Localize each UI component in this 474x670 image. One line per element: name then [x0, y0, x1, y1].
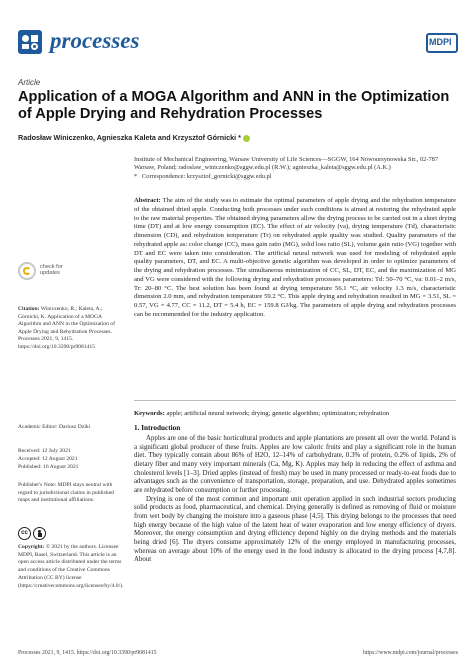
correspondence-line	[134, 173, 452, 181]
abstract	[134, 197, 456, 320]
paper-title: Application of a MOGA Algorithm and ANN in the Optimization of Apple Drying and Rehydration Processes	[18, 89, 450, 122]
cc-by-icon	[33, 527, 46, 540]
introduction-body	[134, 435, 456, 565]
copyright-label: Copyright:	[18, 544, 45, 550]
footer-journal-link[interactable]: https://www.mdpi.com/journal/processes	[363, 650, 458, 656]
copyright-text: © 2021 by the authors. Licensee MDPI, Basel, Switzerland. This article is an open access article distributed under the terms and conditions of the Creative Commons Attribution (CC BY) license (https://creativecommons.org/licenses/by/4.0/).	[18, 544, 124, 589]
academic-editor: Academic Editor: Dariusz Dziki	[18, 424, 91, 430]
publication-dates	[18, 447, 124, 471]
check-updates-label: check for updates	[40, 264, 63, 277]
keywords	[134, 410, 456, 419]
section-heading: 1. Introduction	[134, 424, 181, 432]
affiliations	[134, 156, 452, 181]
orcid-icon[interactable]	[243, 135, 250, 142]
correspondence-symbol: *	[134, 172, 138, 180]
abstract-divider	[134, 400, 456, 401]
check-for-updates-badge[interactable]	[18, 262, 78, 282]
footer-citation[interactable]: Processes 2021, 9, 1415. https://doi.org/10.3390/pr9081415	[18, 650, 157, 656]
abstract-text: The aim of the study was to estimate the optimal parameters of apple drying and the rehydration temperature of the obtained dried apple. Conducting both processes under such conditions is aimed at restoring the rehydrated apple to the raw material properties. The obtained drying parameters allow the drying process to be carried out in a short drying time (DT) and at low energy consumption (EC). The effect of air velocity (va), drying temperature (Td), characteristic dimension (CD), and rehydration temperature (Tr) on rehydrated apple quality was studied. Quality parameters of the rehydrated apple as: color change (CC), mass gain ratio (MG), solid loss ratio (SL), volume gain ratio (VG) together with DT and EC were taken into consideration. The artificial neural network was used for modeling of rehydrated apple quality parameters, DT, and EC. A multi-objective genetic algorithm was developed in order to optimize parameters of the drying and rehydration processes. The simultaneous minimization of CC, SL, DT, EC, and the maximization of MG and VG were considered with the following drying and rehydration processes parameters: Td: 50–70 °C, va: 0.01–2 m/s, Tr: 20–80 °C. The best solution has been found at drying temperature 56.1 °C, air velocity 1.3 m/s, characteristic dimension 2.0 mm, and rehydration temperature 59.2 °C. This apple drying and rehydration resulted in MG = 3.51, SL = 0.57, VG = 4.77, CC = 11.2, DT = 5.4 h, EC = 159.8 GJ/kg. The parameters of apple drying and rehydration processes can be recommended for the industry application.	[134, 197, 457, 318]
intro-paragraph-2: Drying is one of the most common and important unit operation applied in such industrial sectors producing solid products as food, pharmaceutical, and chemical. Drying generally is defined as removing of fluid or moisture from wet body by changing the moisture into a gaseous phase [4,5]. This drying belongs to the processes that need high energy because of the high value of the latent heat of water evaporation and low energy efficiency of dryers. Moreover, the energy consumption and drying efficiency depend highly on the drying methods and the materials being dried [6]. The dryers consume approximately 12% of the energy employed in manufacturing processes, whereas on average about 10% of the energy used in the food industry is allocated to the drying process [4,7,8]. About	[134, 495, 456, 564]
author-list	[18, 133, 458, 142]
correspondence-email[interactable]: Correspondence: krzysztof_gornicki@sggw.edu.pl	[142, 172, 272, 180]
journal-name[interactable]: processes	[50, 28, 140, 53]
published-date: Published: 16 August 2021	[18, 464, 79, 470]
publisher-note: Publisher's Note: MDPI stays neutral with regard to jurisdictional claims in published maps and institutional affiliations.	[18, 482, 114, 503]
license-badge[interactable]	[18, 527, 58, 541]
publisher-name: MDPI	[429, 37, 452, 47]
update-check-icon	[18, 262, 36, 280]
keywords-label: Keywords:	[134, 410, 165, 417]
citation-block	[18, 306, 124, 351]
citation-label: Citation:	[18, 306, 40, 312]
received-date: Received: 12 July 2021	[18, 448, 71, 454]
intro-paragraph-1: Apples are one of the basic horticultural products and apple plantations are present all over the world. Poland is a significant global producer of these fruits. Apples are low caloric fruits and play a significant role in the human diet. They typically contain about 86% of H2O, 12–14% of carbohydrate, 0.3% of protein, 0.2% of lipids, 2% of dietary fiber and many very important minerals (Ca, Mg, K). Apples may help in reducing the effect of asthma and cholesterol levels [1–3]. Dried apples (instead of fresh) may be used in many processed or ready-to-eat foods due to advantages such as the convenience of transportation, storage, preparation, and use. Dehydrated apples sometimes are rehydrated before consumption or further processing.	[134, 435, 456, 494]
copyright-block	[18, 544, 124, 590]
journal-header	[18, 30, 458, 60]
cc-mark: cc	[18, 527, 31, 540]
keywords-text: apple; artificial neural network; drying; genetic algorithm; optimization; rehydration	[166, 410, 390, 417]
processes-logo-icon	[18, 30, 42, 54]
institute-affiliation: Institute of Mechanical Engineering, Warsaw University of Life Sciences—SGGW, 164 Nowoursynowska Str., 02-787 Warsaw, Poland; radoslaw_winiczenko@sggw.edu.pl (R.W.); agnieszka_kaleta@sggw.edu.pl (A.K.)	[134, 156, 439, 172]
citation-text[interactable]: Winiczenko, R.; Kaleta, A.; Górnicki, K. Application of a MOGA Algorithm and ANN in the Optimization of Apple Drying and Rehydration Processes. Processes 2021, 9, 1415. https://doi.org/10.3390/pr9081415	[18, 306, 115, 350]
abstract-label: Abstract:	[134, 197, 161, 204]
accepted-date: Accepted: 12 August 2021	[18, 456, 78, 462]
mdpi-logo[interactable]	[426, 33, 458, 53]
author-names[interactable]: Radosław Winiczenko, Agnieszka Kaleta and Krzysztof Górnicki *	[18, 133, 241, 142]
article-type-label: Article	[18, 78, 41, 87]
